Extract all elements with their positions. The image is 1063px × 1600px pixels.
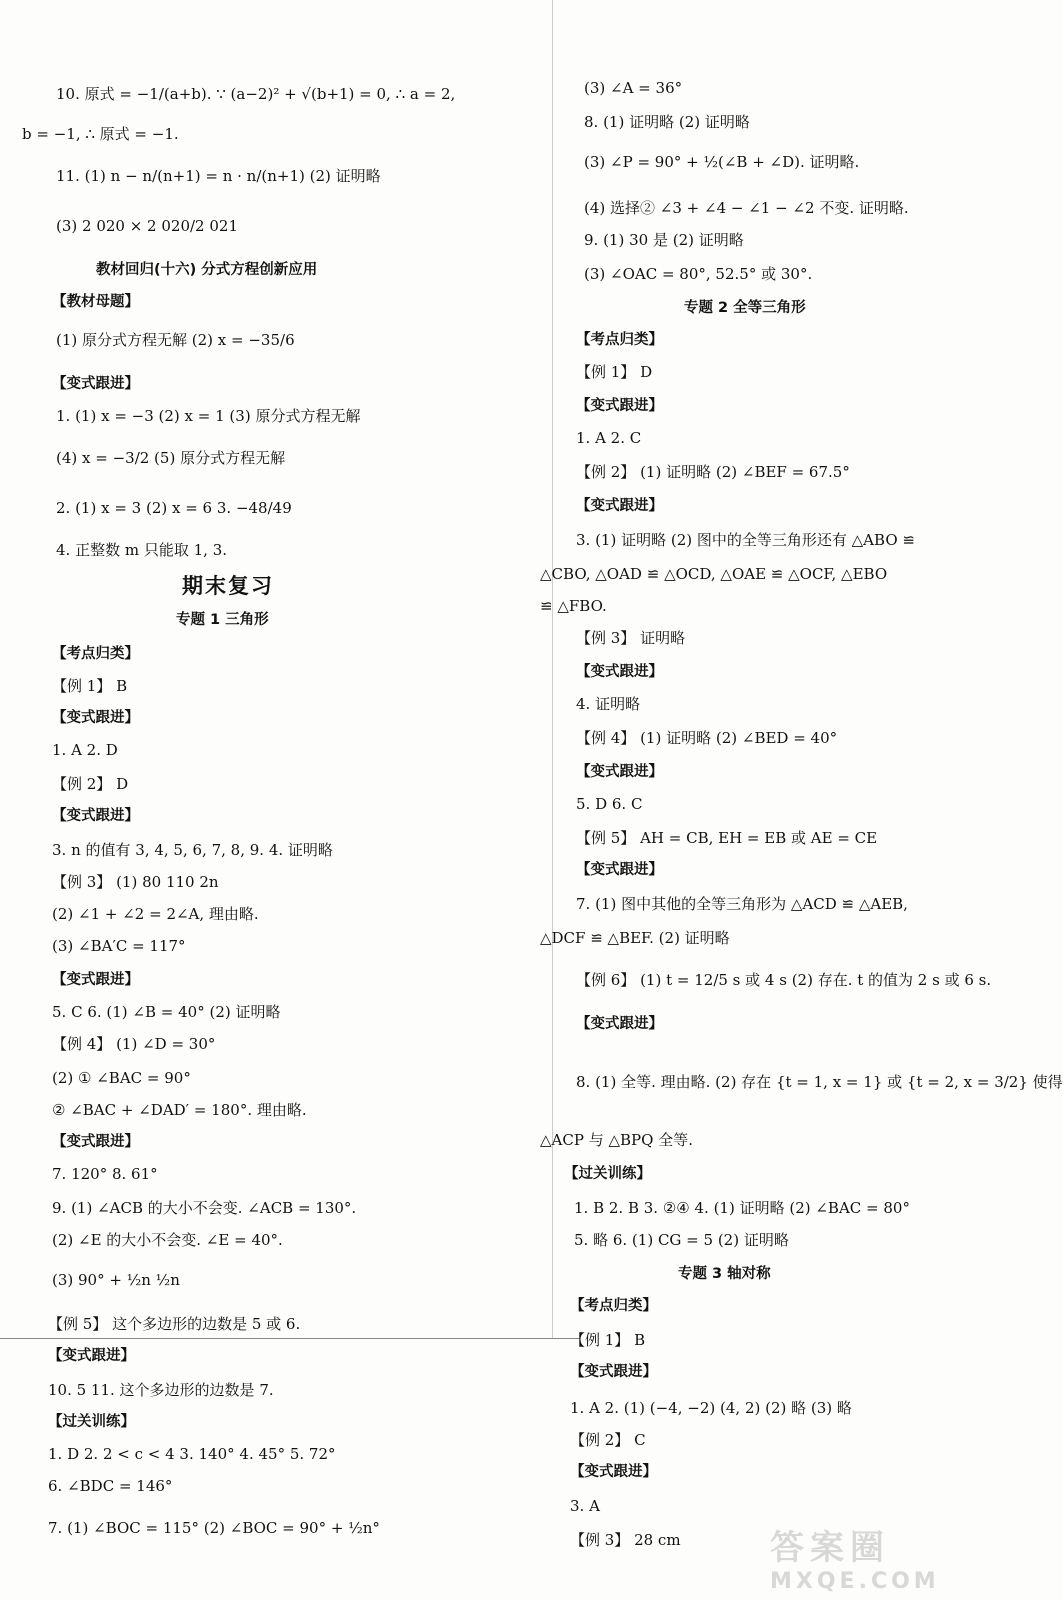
answer-line: 1. A 2. (1) (−4, −2) (4, 2) (2) 略 (3) 略	[570, 1399, 852, 1417]
watermark-url: MXQE.COM	[770, 1569, 940, 1594]
section-label: 【变式跟进】	[576, 1015, 663, 1032]
section-label: 【变式跟进】	[52, 971, 139, 988]
answer-line: 1. (1) x = −3 (2) x = 1 (3) 原分式方程无解	[56, 407, 361, 425]
answer-line: 【例 6】 (1) t = 12/5 s 或 4 s (2) 存在. t 的值为 2 s 或 6 s.	[576, 971, 992, 989]
answer-line: (3) ∠BA′C = 117°	[52, 937, 186, 955]
answer-line: 8. (1) 全等. 理由略. (2) 存在 {t = 1, x = 1} 或 {t = 2, x = 3/2} 使得	[576, 1073, 1063, 1091]
answer-line: 【例 2】 C	[570, 1431, 646, 1449]
section-label: 【过关训练】	[564, 1165, 651, 1182]
answer-line: 1. A 2. C	[576, 429, 642, 447]
answer-line: 9. (1) 30 是 (2) 证明略	[584, 231, 744, 249]
answer-line: 5. 略 6. (1) CG = 5 (2) 证明略	[574, 1231, 789, 1249]
watermark-logo-text: 答案圈	[770, 1528, 890, 1568]
section-label: 【变式跟进】	[52, 1133, 139, 1150]
section-label: 【变式跟进】	[576, 861, 663, 878]
answer-line: 3. (1) 证明略 (2) 图中的全等三角形还有 △ABO ≌	[576, 531, 915, 549]
answer-line: ② ∠BAC + ∠DAD′ = 180°. 理由略.	[52, 1101, 307, 1119]
answer-line: 【例 3】 (1) 80 110 2n	[52, 873, 219, 891]
answer-line: 4. 正整数 m 只能取 1, 3.	[56, 541, 227, 559]
answer-line: 【例 5】 这个多边形的边数是 5 或 6.	[48, 1315, 301, 1333]
answer-line: 7. 120° 8. 61°	[52, 1165, 158, 1183]
answer-line: 9. (1) ∠ACB 的大小不会变. ∠ACB = 130°.	[52, 1199, 357, 1217]
answer-line: 10. 原式 = −1/(a+b). ∵ (a−2)² + √(b+1) = 0, ∴ a = 2,	[56, 85, 456, 103]
answer-line: △CBO, △OAD ≌ △OCD, △OAE ≌ △OCF, △EBO	[540, 565, 888, 583]
topic-title: 专题 1 三角形	[176, 612, 269, 628]
section-label: 【过关训练】	[48, 1413, 135, 1430]
answer-line: (2) ∠E 的大小不会变. ∠E = 40°.	[52, 1231, 283, 1249]
section-title: 教材回归(十六) 分式方程创新应用	[96, 262, 318, 278]
answer-line: △ACP 与 △BPQ 全等.	[540, 1131, 693, 1149]
answer-line: 11. (1) n − n/(n+1) = n · n/(n+1) (2) 证明略	[56, 167, 381, 185]
answer-line: ≌ △FBO.	[540, 597, 607, 615]
answer-line: 4. 证明略	[576, 695, 641, 713]
answer-line: (3) 90° + ½n ½n	[52, 1271, 180, 1289]
section-label: 【变式跟进】	[576, 397, 663, 414]
page-divider	[0, 1338, 580, 1339]
answer-line: 7. (1) ∠BOC = 115° (2) ∠BOC = 90° + ½n°	[48, 1519, 380, 1537]
answer-line: 【例 3】 证明略	[576, 629, 686, 647]
answer-line: 6. ∠BDC = 146°	[48, 1477, 173, 1495]
section-label: 【变式跟进】	[52, 375, 139, 392]
answer-line: 【例 2】 D	[52, 775, 129, 793]
answer-line: 5. C 6. (1) ∠B = 40° (2) 证明略	[52, 1003, 281, 1021]
answer-line: 【例 4】 (1) 证明略 (2) ∠BED = 40°	[576, 729, 838, 747]
answer-line: 3. A	[570, 1497, 600, 1515]
answer-line: 8. (1) 证明略 (2) 证明略	[584, 113, 750, 131]
answer-line: △DCF ≌ △BEF. (2) 证明略	[540, 929, 730, 947]
answer-line: (3) ∠A = 36°	[584, 79, 683, 97]
answer-line: 【例 3】 28 cm	[570, 1531, 681, 1549]
answer-line: 10. 5 11. 这个多边形的边数是 7.	[48, 1381, 274, 1399]
section-label: 【考点归类】	[570, 1297, 657, 1314]
answer-line: 1. A 2. D	[52, 741, 118, 759]
answer-line: 【例 4】 (1) ∠D = 30°	[52, 1035, 216, 1053]
answer-line: 1. B 2. B 3. ②④ 4. (1) 证明略 (2) ∠BAC = 80°	[574, 1199, 910, 1217]
section-label: 【变式跟进】	[52, 709, 139, 726]
answer-line: (3) 2 020 × 2 020/2 021	[56, 217, 238, 235]
answer-line: (4) 选择② ∠3 + ∠4 − ∠1 − ∠2 不变. 证明略.	[584, 199, 909, 217]
answer-line: 3. n 的值有 3, 4, 5, 6, 7, 8, 9. 4. 证明略	[52, 841, 333, 859]
answer-line: (3) ∠OAC = 80°, 52.5° 或 30°.	[584, 265, 813, 283]
section-label: 【考点归类】	[576, 331, 663, 348]
section-label: 【变式跟进】	[570, 1363, 657, 1380]
answer-line: (4) x = −3/2 (5) 原分式方程无解	[56, 449, 286, 467]
answer-line: 【例 1】 D	[576, 363, 653, 381]
section-label: 【考点归类】	[52, 645, 139, 662]
answer-line: 【例 2】 (1) 证明略 (2) ∠BEF = 67.5°	[576, 463, 850, 481]
section-label: 【变式跟进】	[576, 663, 663, 680]
answer-line: (2) ∠1 + ∠2 = 2∠A, 理由略.	[52, 905, 259, 923]
answer-line: 【例 5】 AH = CB, EH = EB 或 AE = CE	[576, 829, 878, 847]
chapter-title: 期末复习	[182, 574, 274, 598]
section-label: 【教材母题】	[52, 293, 139, 310]
answer-line: 5. D 6. C	[576, 795, 643, 813]
answer-line: 7. (1) 图中其他的全等三角形为 △ACD ≌ △AEB,	[576, 895, 908, 913]
answer-line: 2. (1) x = 3 (2) x = 6 3. −48/49	[56, 499, 292, 517]
topic-title: 专题 3 轴对称	[678, 1266, 771, 1282]
answer-line: (2) ① ∠BAC = 90°	[52, 1069, 191, 1087]
section-label: 【变式跟进】	[570, 1463, 657, 1480]
answer-line: 【例 1】 B	[52, 677, 128, 695]
topic-title: 专题 2 全等三角形	[684, 300, 806, 316]
section-label: 【变式跟进】	[576, 497, 663, 514]
answer-line: b = −1, ∴ 原式 = −1.	[22, 125, 179, 143]
section-label: 【变式跟进】	[52, 807, 139, 824]
watermark	[770, 1520, 990, 1595]
answer-line: (1) 原分式方程无解 (2) x = −35/6	[56, 331, 295, 349]
section-label: 【变式跟进】	[48, 1347, 135, 1364]
answer-line: 1. D 2. 2 < c < 4 3. 140° 4. 45° 5. 72°	[48, 1445, 336, 1463]
answer-line: 【例 1】 B	[570, 1331, 646, 1349]
section-label: 【变式跟进】	[576, 763, 663, 780]
answer-line: (3) ∠P = 90° + ½(∠B + ∠D). 证明略.	[584, 153, 860, 171]
